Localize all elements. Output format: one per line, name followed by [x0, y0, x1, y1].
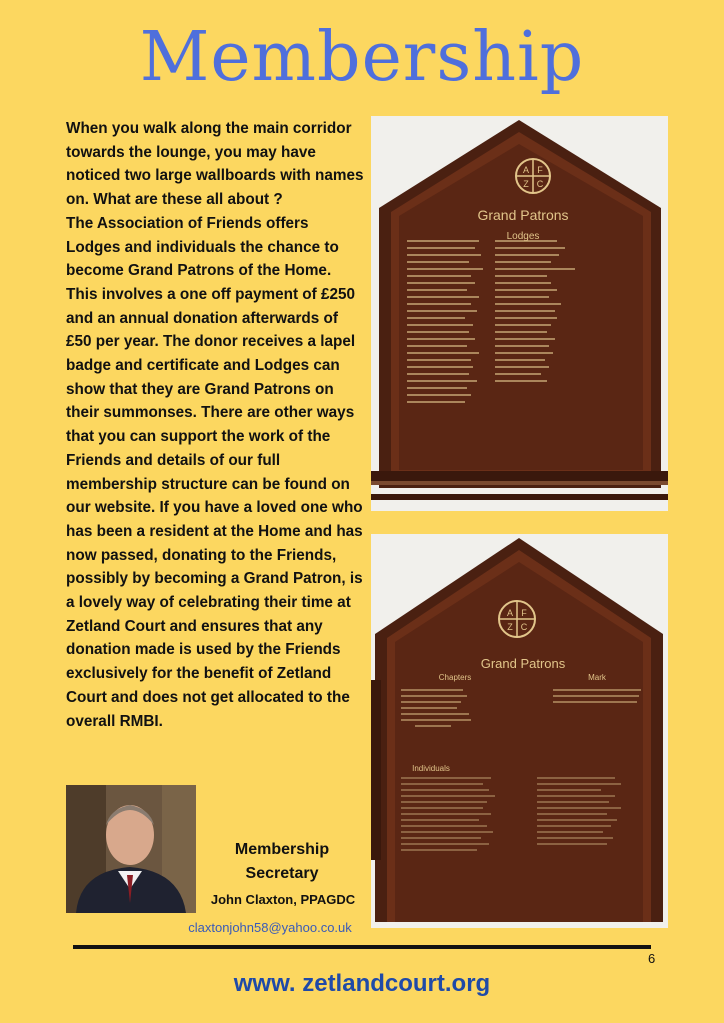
- logo-letter: A: [506, 608, 514, 618]
- secretary-email-link[interactable]: claxtonjohn58@yahoo.co.uk: [188, 920, 352, 935]
- logo-letter: Z: [507, 622, 513, 632]
- afzc-logo: [516, 159, 550, 193]
- secretary-title: [222, 838, 342, 886]
- board-heading: Grand Patrons: [480, 656, 566, 671]
- board-heading: Grand Patrons: [477, 207, 569, 223]
- lodges-wallboard-photo: [371, 116, 668, 511]
- secretary-title-line: Membership: [234, 841, 330, 858]
- logo-letter: F: [521, 608, 527, 618]
- secretary-title-line: Secretary: [245, 865, 319, 882]
- logo-letter: F: [537, 165, 543, 175]
- website-link[interactable]: www. zetlandcourt.org: [233, 970, 491, 997]
- secretary-name: John Claxton, PPAGDC: [210, 892, 356, 907]
- footer-divider: [73, 945, 651, 949]
- logo-letter: A: [522, 165, 530, 175]
- article-body: [66, 117, 366, 733]
- article-paragraph: When you walk along the main corridor towards the lounge, you may have noticed two large wallboards with names on. What are these all about ?: [66, 120, 364, 209]
- article-paragraph: The Association of Friends offers Lodges and individuals the chance to become Grand Patrons of the Home. This involves a one off payment of £250 and an annual donation afterwards of £50 per year. The donor receives a lapel badge and certificate and Lodges can show that they are Grand Patrons on their summonses. There are other ways that you can support the work of the Friends and details of our full membership structure can be found on our website. If you have a loved one who has been a resident at the Home and has now passed, donating to the Friends, possibly by becoming a Grand Patron, is a lovely way of celebrating their time at Zetland Court and ensures that any donation made is used by the Friends exclusively for the benefit of Zetland Court and does not get allocated to the overall RMBI.: [66, 214, 363, 730]
- board-section-heading: Individuals: [412, 764, 450, 773]
- page-title: Membership: [139, 18, 585, 97]
- logo-letter: C: [520, 622, 528, 632]
- logo-letter: Z: [523, 179, 529, 189]
- logo-letter: C: [536, 179, 544, 189]
- board-subheading: Lodges: [506, 231, 540, 242]
- page-number: 6: [648, 951, 656, 966]
- individuals-wallboard-photo: [371, 534, 668, 928]
- board-column-heading: Chapters: [438, 673, 472, 682]
- afzc-logo: [499, 601, 535, 637]
- board-column-heading: Mark: [588, 673, 606, 682]
- secretary-portrait: [66, 785, 196, 913]
